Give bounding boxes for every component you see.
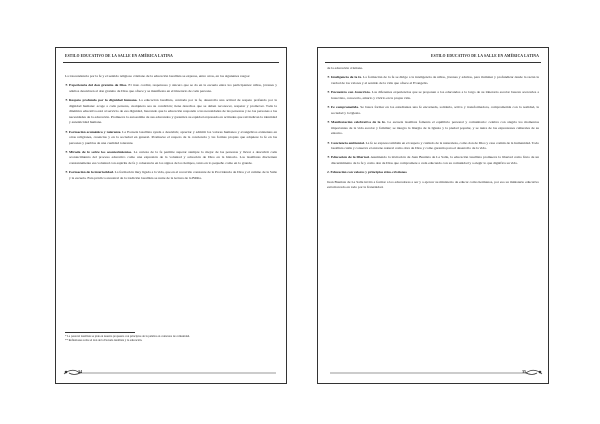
page-number: 34 xyxy=(78,369,82,374)
bullet-icon: ❧ xyxy=(327,90,331,95)
bullet-text: La Escuela lasallista ayuda a descubrir, apreciar y admitir los valores humanos y evangélicos existentes en otras religiones, creencias y en la sociedad en general. Promueve el respeto de la conciencia y las formas propias que adquiere la fe en las personas y pueblos de una cualidad tolerante. xyxy=(69,129,277,145)
bullet-lead: Educación de la libertad. xyxy=(331,155,370,160)
bullet-item xyxy=(327,120,539,136)
bullet-icon: ❧ xyxy=(327,75,331,80)
vine-ornament-icon xyxy=(60,366,284,378)
bullet-text: Se busca formar en los estudiantes una fe encarnada, solidaria, activa y transformadora, comprometida con la realidad, la sociedad y la Iglesia. xyxy=(331,105,540,115)
bullet-item xyxy=(327,90,539,101)
bullet-text: Asumiendo la invitación de Juan Bautista de La Salle, la educación lasallista promueve la libertad como fruto de un discernimiento de la fe y como don de Dios que compromete a cada educando con su comunidad y a elegir lo que dignifica su vida. xyxy=(331,155,539,165)
bullet-text: El trato cordial, respetuoso y sincero que se da en la escuela entre los participantes: niños, jóvenes y adultos descubren al don gratuito de Dios que ofrece y se manifiesta en el itinerario de cada persona. xyxy=(69,83,277,93)
footnote-rule xyxy=(65,332,135,333)
bullet-lead: Inteligencia de la fe. xyxy=(331,75,362,80)
section-heading: 2. Educación con valores y principios ético-cristianos xyxy=(327,170,407,175)
bullet-text: La formación muy ligada a la vida, que en el recorrido constante de la Providencia de Dios y el camino de la Salle y la escuela. Esta práctica ancestral de la tradición lasallista se nutre de la lectura de la Biblia. xyxy=(69,170,277,180)
bullet-lead: Encuentro con Jesucristo. xyxy=(331,90,371,95)
intro-paragraph: La trascendencia por la fe y el sentido religioso cristiano de la educación lasallista se expresa, entre otros, en los siguientes rasgos: xyxy=(65,74,251,78)
page-body xyxy=(327,66,539,195)
bullet-icon: ❧ xyxy=(65,170,69,175)
bullet-item xyxy=(65,170,277,181)
bullet-lead: Respeto profundo por la dignidad humana. xyxy=(69,98,138,103)
bullet-item xyxy=(65,150,277,166)
bullet-item xyxy=(65,83,277,94)
bullet-lead: Formación de la interioridad. xyxy=(69,170,114,175)
bullet-icon: ❧ xyxy=(327,155,331,160)
bullet-item xyxy=(65,130,277,146)
bullet-icon: ❧ xyxy=(65,149,69,154)
bullet-lead: Manifestación celebrativa de la fe. xyxy=(331,120,386,125)
bullet-item xyxy=(65,98,277,125)
closing-paragraph: Juan Bautista de La Salle invitó a formar a los educadores a ser y a ejercer su ministerio de educar como hermanos, por eso su ministerio educativo está marcado en todo por la fraternidad. xyxy=(327,179,539,190)
bullet-lead: Conciencia ambiental. xyxy=(331,140,365,145)
vine-ornament-icon xyxy=(322,366,546,378)
bullet-lead: Experiencia del don gratuito de Dios. xyxy=(69,83,128,88)
bullet-icon: ❧ xyxy=(65,129,69,134)
header-rule xyxy=(325,62,541,63)
bullet-icon: ❧ xyxy=(65,83,69,88)
bullet-text: Las diferentes experiencias que se proponen a los educandos a lo largo de su itinerario escolar buscan acercarles a Jesucristo, conocerlo, amarlo y vivirlo en la propia vida. xyxy=(331,90,540,100)
page-number: 35 xyxy=(522,369,526,374)
bullet-item xyxy=(327,105,539,116)
bullet-text: La formación de la fe se dirige a la inteligencia de niños, jóvenes y adultos, para iluminar y profundizar desde la razón la verdad de los valores y el sentido de la vida que ofrece el Evangelio. xyxy=(331,75,540,85)
bullet-text: La educación lasallista, centrada por la fe, desarrolla una actitud de respeto profundo por la dignidad humana: acoge a cada persona, cualquiera sea su condición; tiene derechos que se deben reconocer, respetar y promover. Toda la dinámica educativa está al servicio de esa dignidad, buscando que la educación responda a las necesidades de las personas y no las personas a las necesidades de la educación. Promueve la autoestima de sus educandos y garantiza su equidad expresada en actitudes que reivindican la identidad y autenticidad humana. xyxy=(69,98,278,125)
bullet-icon: ❧ xyxy=(327,140,331,145)
bullet-text: La fe se expresa también en el respeto y cuidado de la naturaleza, como don de Dios y casa común de la humanidad. Todo lasallista cuida y conserva el entorno natural como obra de Dios y como garantía para el desarrollo de la vida. xyxy=(331,140,540,150)
footnotes xyxy=(65,335,277,342)
bullet-lead: Fe comprometida. xyxy=(331,105,359,110)
header-rule xyxy=(63,62,279,63)
right-page xyxy=(317,47,549,384)
bullet-item xyxy=(327,75,539,86)
running-header: ESTILO EDUCATIVO DE LA SALLE EN AMÉRICA LATINA xyxy=(431,54,539,58)
intro-paragraph: de la educación cristiana. xyxy=(327,66,363,70)
bullet-lead: Mirada de fe sobre los acontecimientos. xyxy=(69,149,133,154)
page-body xyxy=(65,74,277,185)
bullet-icon: ❧ xyxy=(327,105,331,110)
bullet-icon: ❧ xyxy=(65,98,69,103)
footnote: ** Reflexiones sobre el don de la Escuela lasallista y la educación. xyxy=(65,337,143,342)
bullet-text: La escuela lasallista fomenta el equilibrio personal y comunitario: celebra con alegría los momentos importantes de la vida escolar y familiar; se integra la liturgia de la Iglesia y la piedad popular, y se nutre de las expresiones culturales de su entorno. xyxy=(331,120,540,136)
running-header: ESTILO EDUCATIVO DE LA SALLE EN AMÉRICA LATINA xyxy=(65,54,173,58)
left-page xyxy=(55,47,287,384)
bullet-lead: Formación ecuménica y tolerante. xyxy=(69,129,122,134)
bullet-icon: ❧ xyxy=(327,120,331,125)
bullet-item xyxy=(327,141,539,152)
footnote: * La pastoral lasallista se pide en nuestra propuesta con principios de la palabra en contextos de comunidad. xyxy=(65,334,190,338)
bullet-item xyxy=(327,155,539,166)
bullet-text: La certeza de la fe permite superar siempre lo mejor de las personas y llevar a descubrir cada acontecimiento del proceso educativo como una expresión de la voluntad y actuación de Dios en la historia. Los lasallistas disciernen constantemente esa voluntad con espíritu de fe y coherencia en los signos de los tiempos, tanto en lo pequeño como en lo grande. xyxy=(69,149,277,165)
